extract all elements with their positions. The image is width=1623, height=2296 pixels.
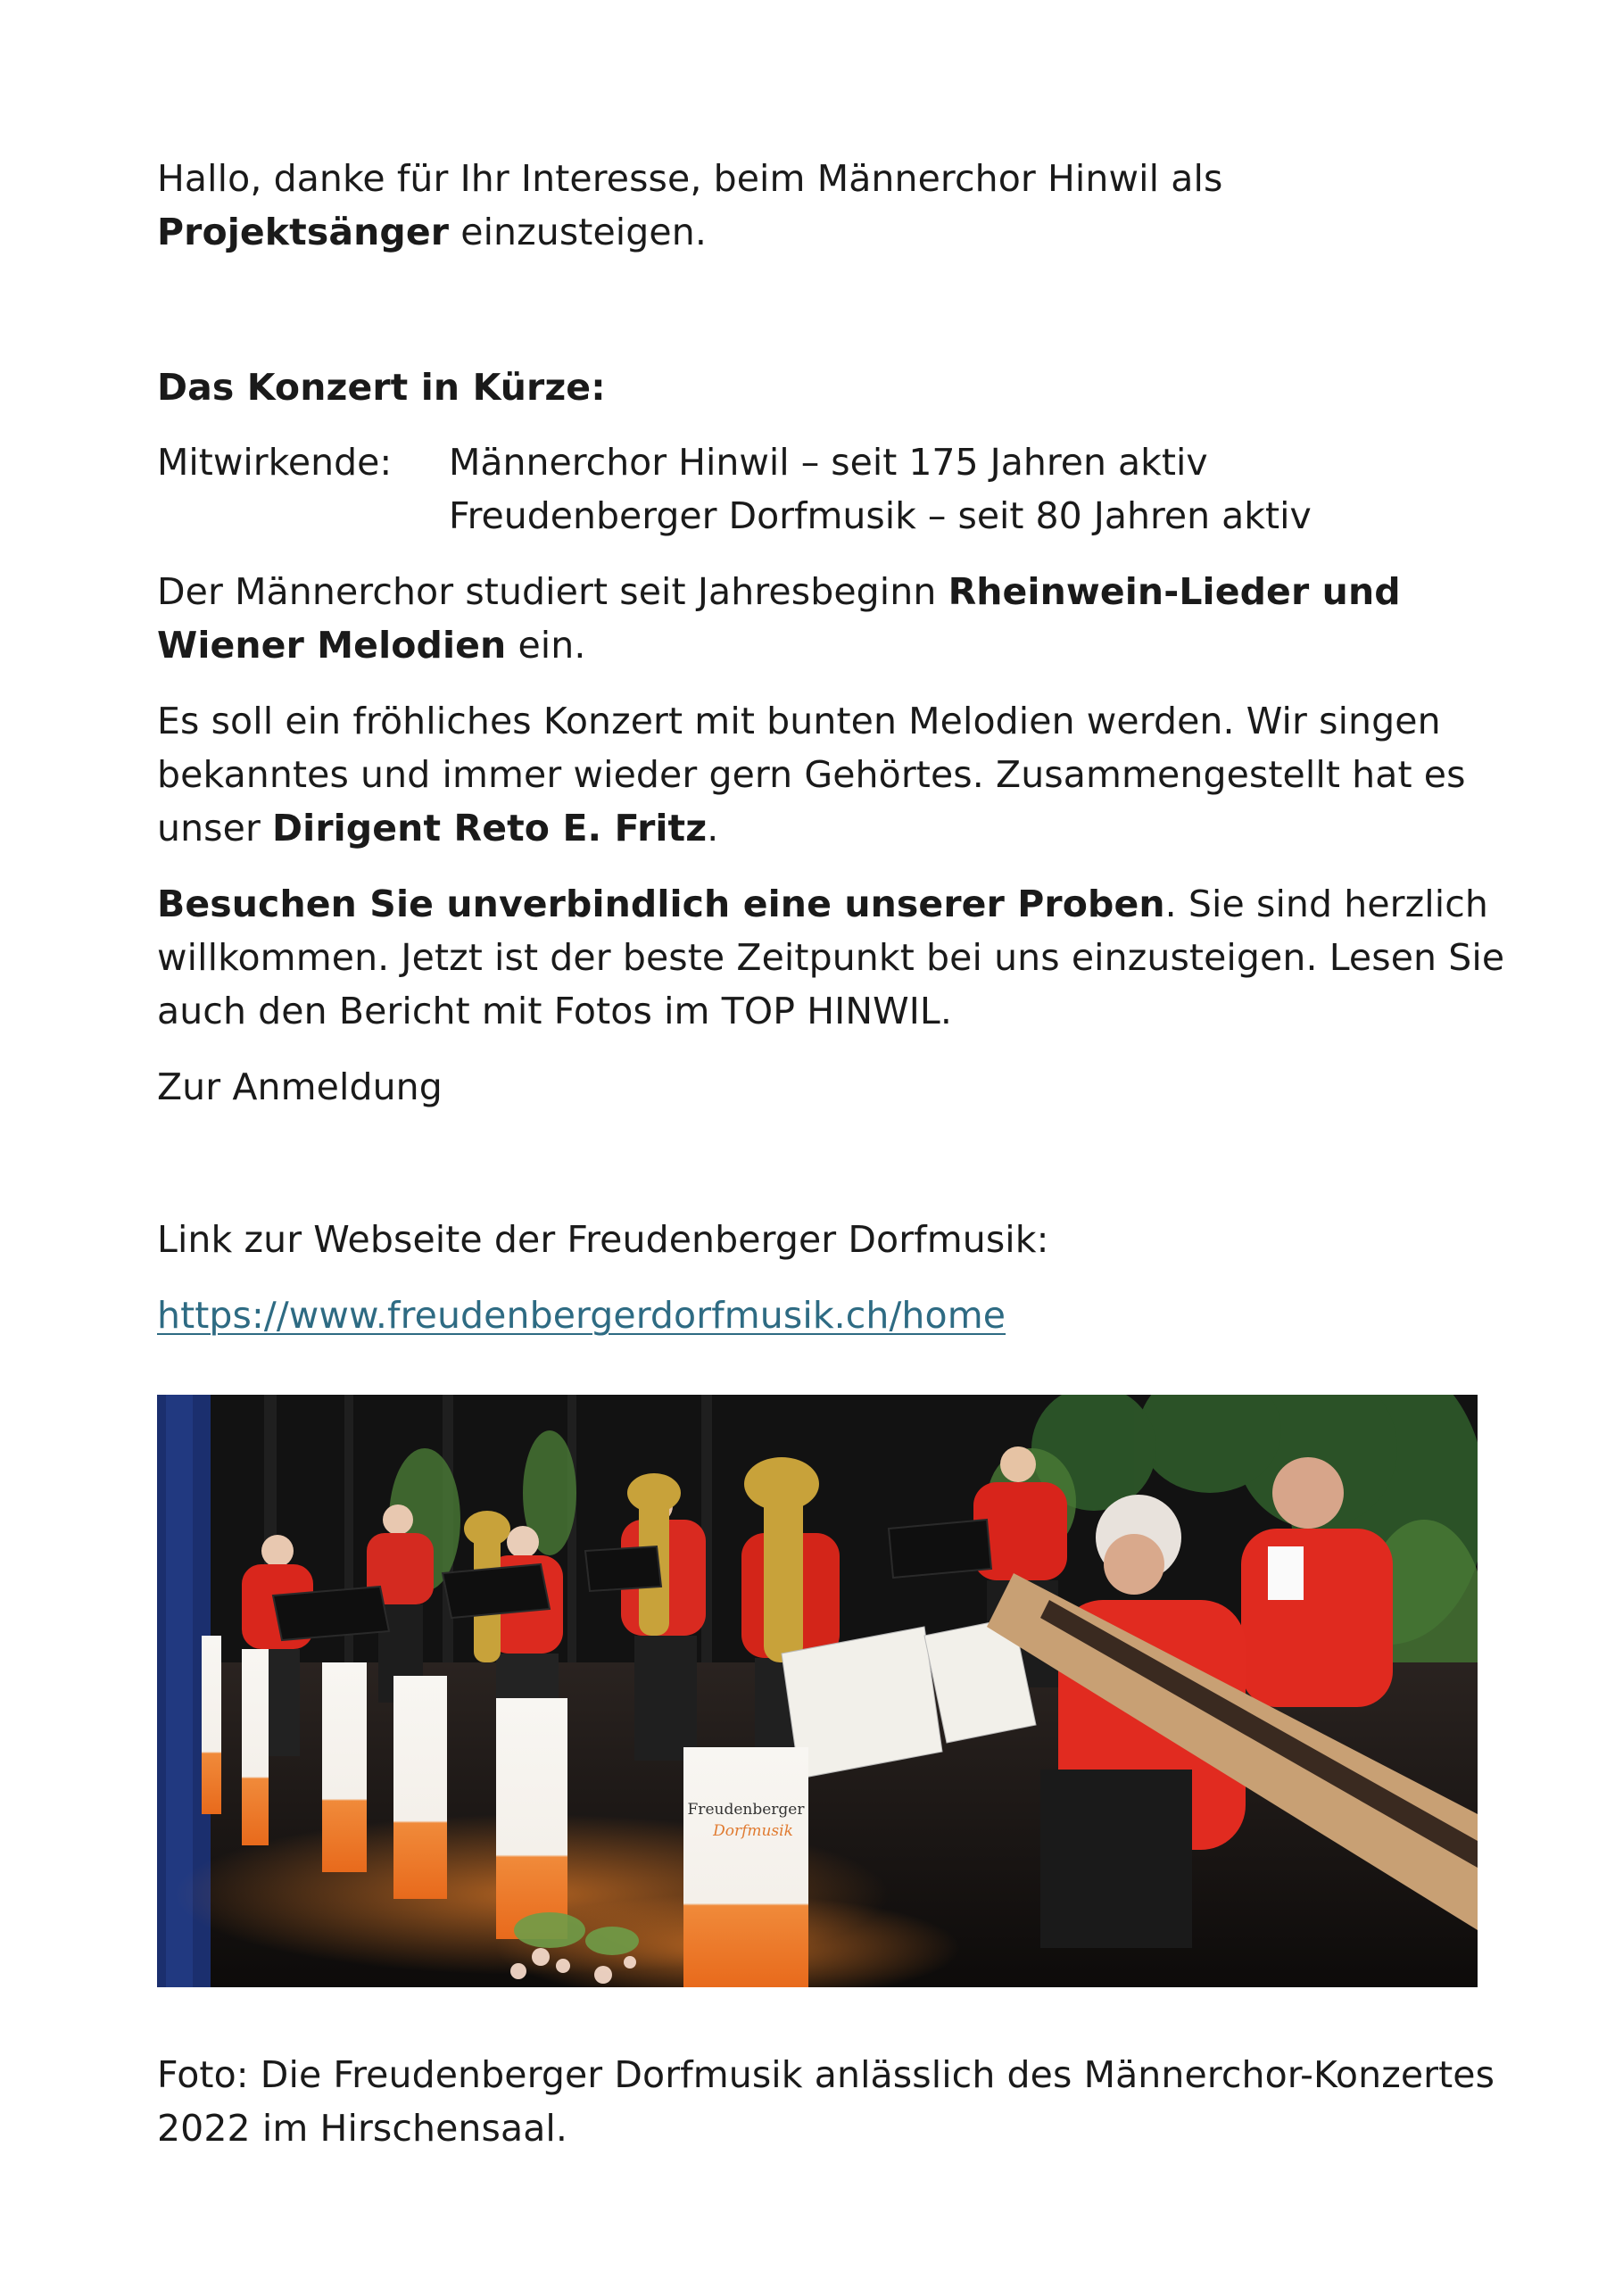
visit-line-2: willkommen. Jetzt ist der beste Zeitpunkt bei uns einzusteigen. Lesen Sie [157,936,1505,979]
project-singer-term: Projektsänger [157,211,450,253]
registration-text: Zur Anmeldung [157,1065,443,1108]
participants-label: Mitwirkende: [157,441,393,484]
repertoire-line-1 [157,565,1401,618]
repertoire-bold-2: Wiener Melodien [157,624,507,667]
visit-invitation: Besuchen Sie unverbindlich eine unserer Proben [157,883,1165,925]
intro-text-end: einzusteigen. [449,211,707,253]
visit-line-3: auch den Bericht mit Fotos im TOP HINWIL. [157,990,953,1032]
website-line [157,1289,1006,1342]
concert-period: . [707,807,719,850]
caption-line-1: Foto: Die Freudenberger Dorfmusik anlässlich des Männerchor-Konzertes [157,2053,1495,2096]
repertoire-line-2 [157,618,585,672]
website-link[interactable]: https://www.freudenbergerdorfmusik.ch/home [157,1294,1006,1337]
summary-heading: Das Konzert in Kürze: [157,366,606,409]
repertoire-text: Der Männerchor studiert seit Jahresbeginn [157,570,948,613]
participant-1: Männerchor Hinwil – seit 175 Jahren aktiv [449,441,1208,484]
concert-text: unser [157,807,273,850]
band-photo-illustration [157,1395,1478,1987]
intro-text: Hallo, danke für Ihr Interesse, beim Männerchor Hinwil als [157,157,1223,200]
repertoire-text-end: ein. [506,624,586,667]
visit-text: . Sie sind herzlich [1164,883,1488,925]
concert-line-1: Es soll ein fröhliches Konzert mit bunten Melodien werden. Wir singen [157,700,1441,742]
repertoire-bold-1: Rheinwein-Lieder und [948,570,1401,613]
conductor-name: Dirigent Reto E. Fritz [272,807,708,850]
concert-line-3 [157,801,718,855]
participant-2: Freudenberger Dorfmusik – seit 80 Jahren aktiv [449,494,1312,537]
sign-brand-line-1: Freudenberger [687,1801,805,1819]
intro-line-2 [157,205,707,259]
website-label: Link zur Webseite der Freudenberger Dorfmusik: [157,1218,1049,1261]
visit-line-1 [157,877,1488,931]
caption-line-2: 2022 im Hirschensaal. [157,2107,568,2150]
concert-line-2: bekanntes und immer wieder gern Gehörtes. Zusammengestellt hat es [157,753,1466,796]
sign-brand-line-2: Dorfmusik [713,1822,793,1840]
band-photo [157,1395,1478,1987]
intro-line-1 [157,152,1222,205]
